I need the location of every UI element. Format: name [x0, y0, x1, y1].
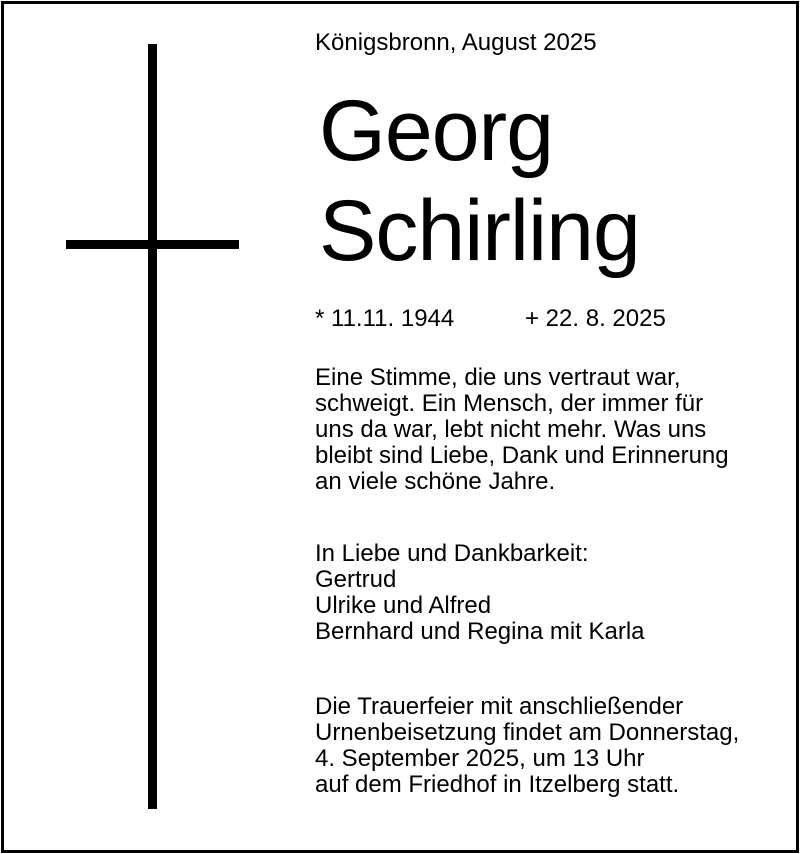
mourners-list — [315, 541, 645, 645]
death-date: + 22. 8. 2025 — [525, 305, 666, 332]
funeral-line: 4. September 2025, um 13 Uhr — [315, 745, 645, 772]
cross-icon-vertical-beam — [148, 44, 157, 809]
funeral-line: Die Trauerfeier mit anschließender — [315, 693, 684, 720]
funeral-line: auf dem Friedhof in Itzelberg statt. — [315, 771, 680, 798]
birth-date: * 11.11. 1944 — [315, 305, 455, 332]
quote-line: an viele schöne Jahre. — [315, 468, 556, 495]
last-name: Schirling — [319, 183, 640, 279]
mourners-intro: In Liebe und Dankbarkeit: — [315, 540, 589, 567]
memorial-quote — [315, 365, 729, 495]
funeral-info — [315, 694, 739, 798]
quote-line: Eine Stimme, die uns vertraut war, — [315, 364, 681, 391]
quote-line: uns da war, lebt nicht mehr. Was uns — [315, 416, 707, 443]
place-date: Königsbronn, August 2025 — [315, 29, 597, 56]
mourner-name: Ulrike und Alfred — [315, 592, 492, 619]
obituary-frame — [1, 1, 799, 853]
quote-line: schweigt. Ein Mensch, der immer für — [315, 390, 704, 417]
quote-line: bleibt sind Liebe, Dank und Erinnerung — [315, 442, 729, 469]
funeral-line: Urnenbeisetzung findet am Donnerstag, — [315, 719, 740, 746]
mourner-name: Gertrud — [315, 566, 397, 593]
cross-icon-horizontal-beam — [66, 240, 239, 249]
life-dates — [315, 304, 666, 334]
mourner-name: Bernhard und Regina mit Karla — [315, 618, 645, 645]
first-name: Georg — [319, 83, 554, 179]
